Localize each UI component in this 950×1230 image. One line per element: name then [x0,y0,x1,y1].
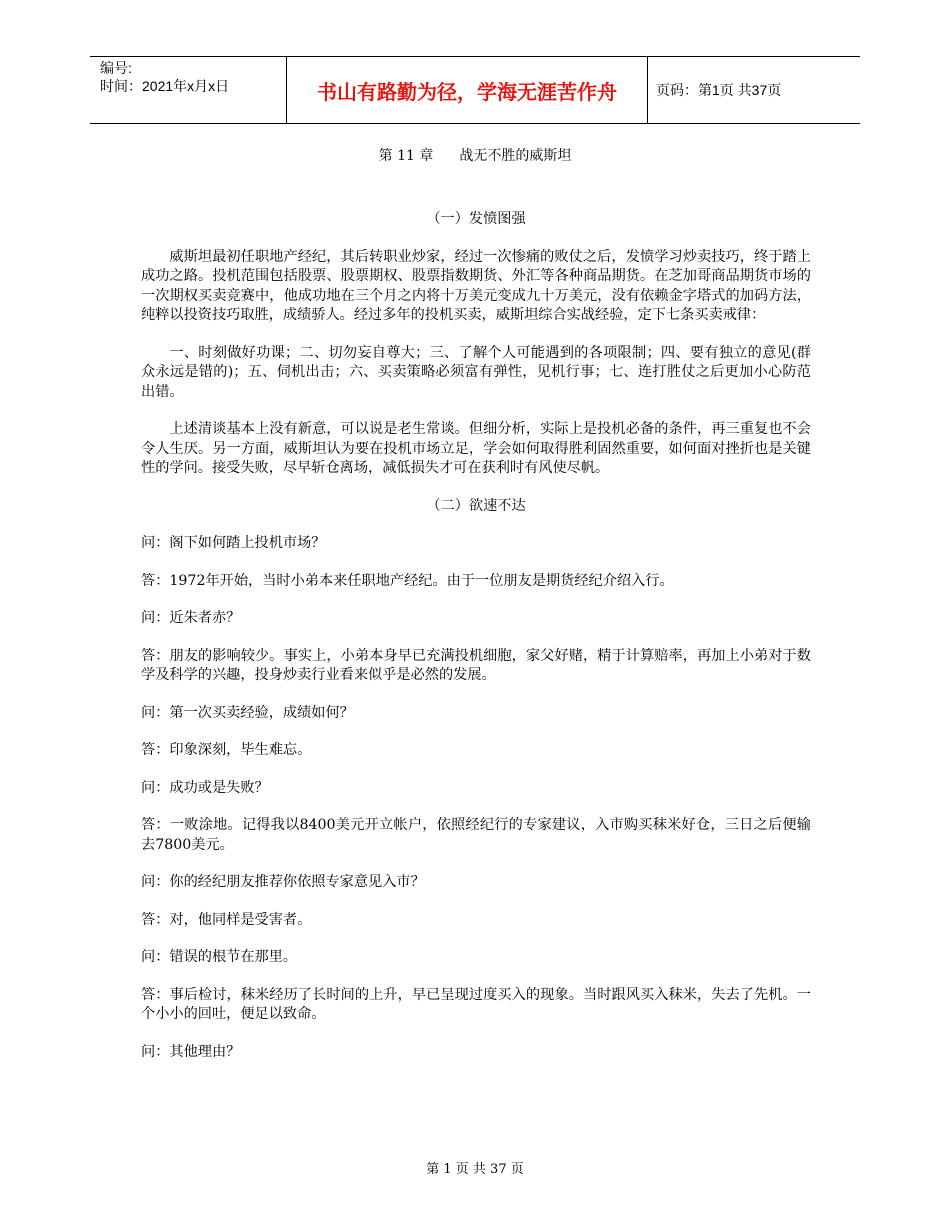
paragraph: 威斯坦最初任职地产经纪，其后转职业炒家，经过一次惨痛的败仗之后，发愤学习炒卖技巧，终于踏上成功之路。投机范围包括股票、股票期权、股票指数期货、外汇等各种商品期货。在芝加哥商品期货市场的一次期权买卖竞赛中，他成功地在三个月之内将十万美元变成九十万美元，没有依赖金字塔式的加码方法，纯粹以投资技巧取胜，成绩骄人。经过多年的投机买卖，威斯坦综合实战经验，定下七条买卖戒律： [141,248,811,323]
qa-line: 答：朋友的影响较少。事实上，小弟本身早已充满投机细胞，家父好赌，精于计算赔率，再加上小弟对于数学及科学的兴趣，投身炒卖行业看来似乎是必然的发展。 [141,647,811,683]
qa-line: 答：一败涂地。记得我以8400美元开立帐户，依照经纪行的专家建议，入市购买秣米好仓，三日之后便输去7800美元。 [141,817,811,853]
header-slogan: 书山有路勤为径，学海无涯苦作舟 [286,57,648,123]
qa-line: 问：你的经纪朋友推荐你依照专家意见入市？ [141,874,425,890]
time-label: 时间：2021年x月x日 [100,78,230,94]
chapter-heading [0,145,950,165]
paragraph: 一、时刻做好功课；二、切勿妄自尊大；三、了解个人可能遇到的各项限制；四、要有独立的意见(群众永远是错的)；五、伺机出击；六、买卖策略必须富有弹性，见机行事；七、连打胜仗之后更加小心防范出错。 [141,344,811,400]
qa-line: 答：印象深刻，毕生难忘。 [141,742,312,758]
qa-line: 问：近朱者赤？ [141,610,241,626]
qa-line: 问：成功或是失败？ [141,779,269,796]
chapter-title: 战无不胜的威斯坦 [459,148,572,164]
page-footer: 第 1 页 共 37 页 [426,1162,524,1177]
page-header [90,56,860,124]
qa-line: 答：对，他同样是受害者。 [141,911,312,928]
qa-line: 问：错误的根节在那里。 [141,949,298,965]
number-label: 编号: [100,60,132,76]
qa-line: 问：第一次买卖经验，成绩如何？ [141,704,354,721]
header-page-info: 页码：第1页 共37页 [656,82,782,98]
header-meta [90,57,286,123]
document-body [141,210,811,1080]
qa-line: 问：阁下如何踏上投机市场？ [141,535,326,551]
qa-line: 问：其他理由？ [141,1043,241,1060]
qa-line: 答：1972年开始，当时小弟本来任职地产经纪。由于一位朋友是期货经纪介绍入行。 [141,572,674,589]
qa-line: 答：事后检讨，秣米经历了长时间的上升，早已呈现过度买入的现象。当时跟风买入秣米，失去了先机。一个小小的回吐，便足以致命。 [141,986,811,1022]
paragraph: 上述清谈基本上没有新意，可以说是老生常谈。但细分析，实际上是投机必备的条件，再三重复也不会令人生厌。另一方面，威斯坦认为要在投机市场立足，学会如何取得胜利固然重要，如何面对挫折也是关键性的学问。接受失败，尽早斩仓离场，减低损失才可在获利时有风使尽帆。 [141,421,811,476]
chapter-number: 第 11 章 [378,148,434,164]
section-title: （一）发愤图强 [426,211,526,227]
section-title: （二）欲速不达 [426,497,526,514]
